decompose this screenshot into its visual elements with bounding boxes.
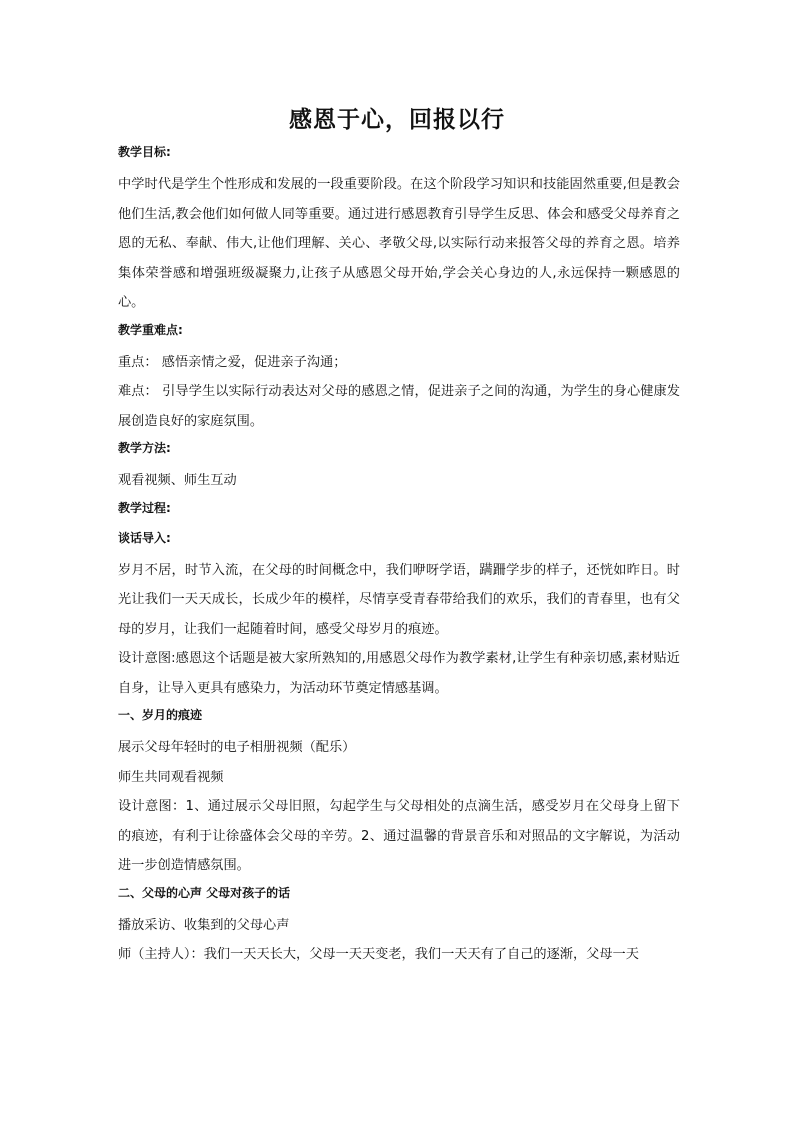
teaching-process-heading: 教学过程:: [118, 500, 171, 515]
document-title: 感恩于心，回报以行: [289, 107, 505, 133]
teaching-goal-heading: 教学目标:: [118, 145, 171, 159]
section-1-heading: 一、岁月的痕迹: [118, 708, 203, 722]
teaching-method-heading: 教学方法:: [118, 441, 171, 455]
design-intent-2-paragraph: 设计意图：1、通过展示父母旧照，勾起学生与父母相处的点滴生活，感受岁月在父母身上留下的痕迹，有利于让徐盛体会父母的辛劳。2、通过温馨的背景音乐和对照品的文字解说，为活动进一步创造情感氛围。: [118, 799, 680, 873]
section-1-line-2: 师生共同观看视频: [118, 769, 224, 785]
difficult-point-paragraph: 难点： 引导学生以实际行动表达对父母的感恩之情，促进亲子之间的沟通，为学生的身心健康发展创造良好的家庭氛围。: [118, 384, 680, 429]
teaching-method-line: 观看视频、师生互动: [118, 473, 237, 488]
key-point-line: 重点： 感悟亲情之爱，促进亲子沟通；: [118, 354, 347, 370]
teaching-goal-paragraph: 中学时代是学生个性形成和发展的一段重要阶段。在这个阶段学习知识和技能固然重要,但是教会他们生活,教会他们如何做人同等重要。通过进行感恩教育引导学生反思、体会和感受父母养育之恩的无私、奉献、伟大,让他们理解、关心、孝敬父母,以实际行动来报答父母的养育之恩。培养集体荣誉感和增强班级凝聚力,让孩子从感恩父母开始,学会关心身边的人,永远保持一颗感恩的心。: [118, 177, 680, 310]
intro-paragraph: 岁月不居，时节入流，在父母的时间概念中，我们咿呀学语，蹒跚学步的样子，还恍如昨日。时光让我们一天天成长，长成少年的模样，尽情享受青春带给我们的欢乐，我们的青春里，也有父母的岁月，让我们一起随着时间，感受父母岁月的痕迹。: [118, 562, 680, 637]
section-2-line-1: 播放采访、收集到的父母心声: [118, 917, 290, 933]
design-intent-1-paragraph: 设计意图:感恩这个话题是被大家所熟知的,用感恩父母作为教学素材,让学生有种亲切感,素材贴近自身，让导入更具有感染力，为活动环节奠定情感基调。: [118, 651, 680, 696]
key-difficult-heading: 教学重难点:: [118, 322, 183, 337]
document-body: [118, 140, 680, 970]
section-2-line-2: 师（主持人）：我们一天天长大，父母一天天变老，我们一天天有了自己的逐渐，父母一天: [118, 947, 639, 962]
intro-heading: 谈话导入:: [118, 530, 171, 545]
section-2-heading: 二、父母的心声 父母对孩子的话: [118, 885, 291, 900]
section-1-line-1: 展示父母年轻时的电子相册视频（配乐）: [118, 740, 356, 755]
